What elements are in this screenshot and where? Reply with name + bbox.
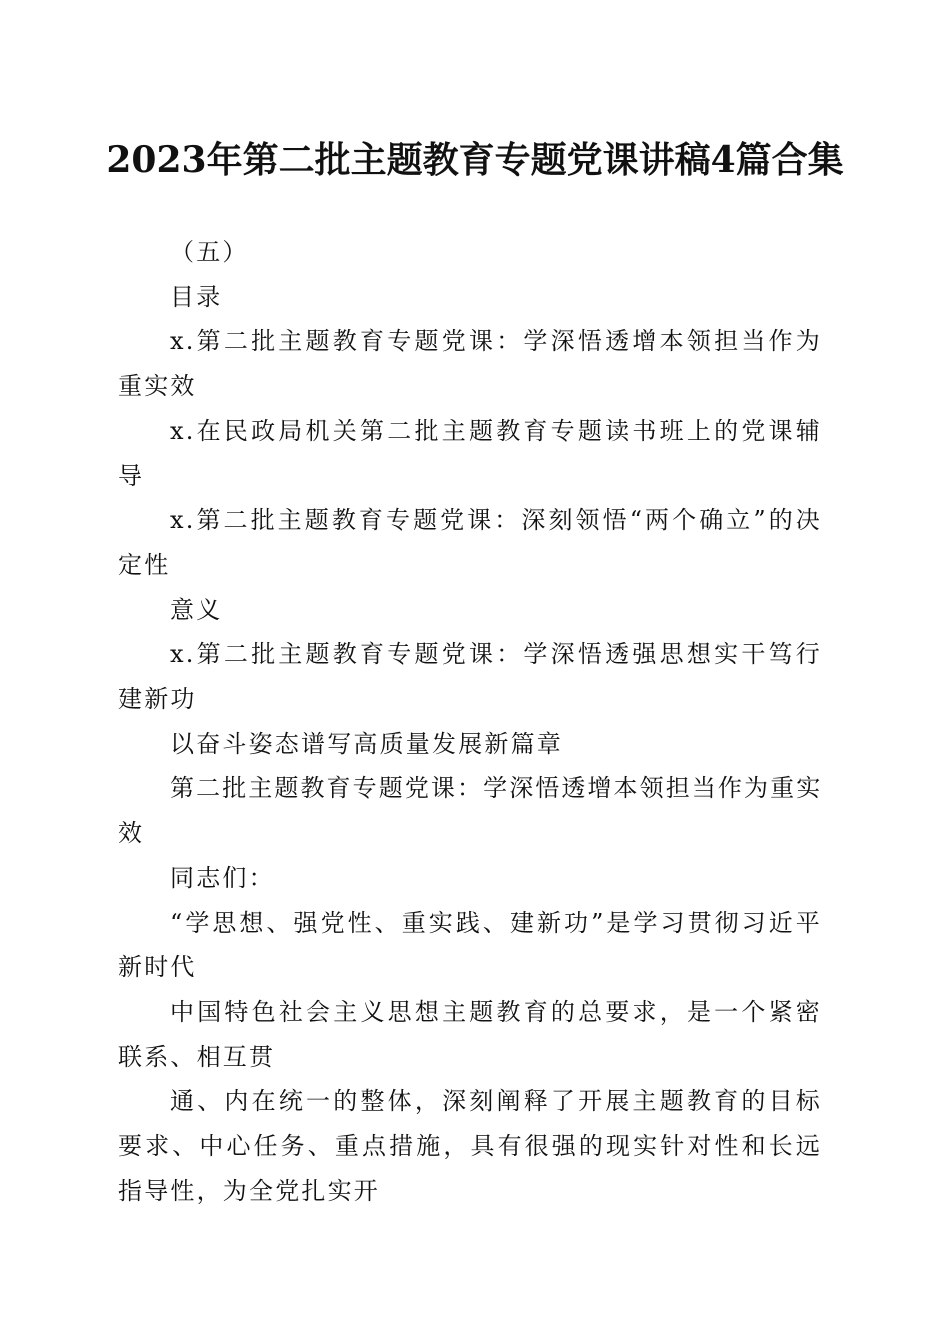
document-body — [118, 230, 822, 1213]
toc-item-3: x.第二批主题教育专题党课：深刻领悟“两个确立”的决定性 — [118, 506, 822, 579]
toc-item-4: x.第二批主题教育专题党课：学深悟透强思想实干笃行建新功 — [118, 640, 822, 714]
toc-heading: 目录 — [170, 282, 223, 311]
article-heading: 第二批主题教育专题党课：学深悟透增本领担当作为重实效 — [118, 774, 822, 848]
salutation: 同志们： — [170, 863, 275, 892]
body-paragraph-3: 通、内在统一的整体，深刻阐释了开展主题教育的目标要求、中心任务、重点措施，具有很强的现实针对性和长远指导性，为全党扎实开 — [118, 1087, 822, 1205]
document-title: 2023年第二批主题教育专题党课讲稿4篇合集 — [106, 139, 844, 181]
toc-item-1: x.第二批主题教育专题党课：学深悟透增本领担当作为重实效 — [118, 327, 822, 401]
body-paragraph-1: “学思想、强党性、重实践、建新功”是学习贯彻习近平新时代 — [118, 908, 822, 982]
toc-item-2: x.在民政局机关第二批主题教育专题读书班上的党课辅导 — [118, 416, 822, 490]
toc-item-3-continuation: 意义 — [170, 595, 223, 624]
body-paragraph-2: 中国特色社会主义思想主题教育的总要求，是一个紧密联系、相互贯 — [118, 997, 822, 1071]
section-number: （五） — [170, 238, 249, 266]
toc-item-4-subtitle: 以奋斗姿态谱写高质量发展新篇章 — [170, 729, 563, 758]
